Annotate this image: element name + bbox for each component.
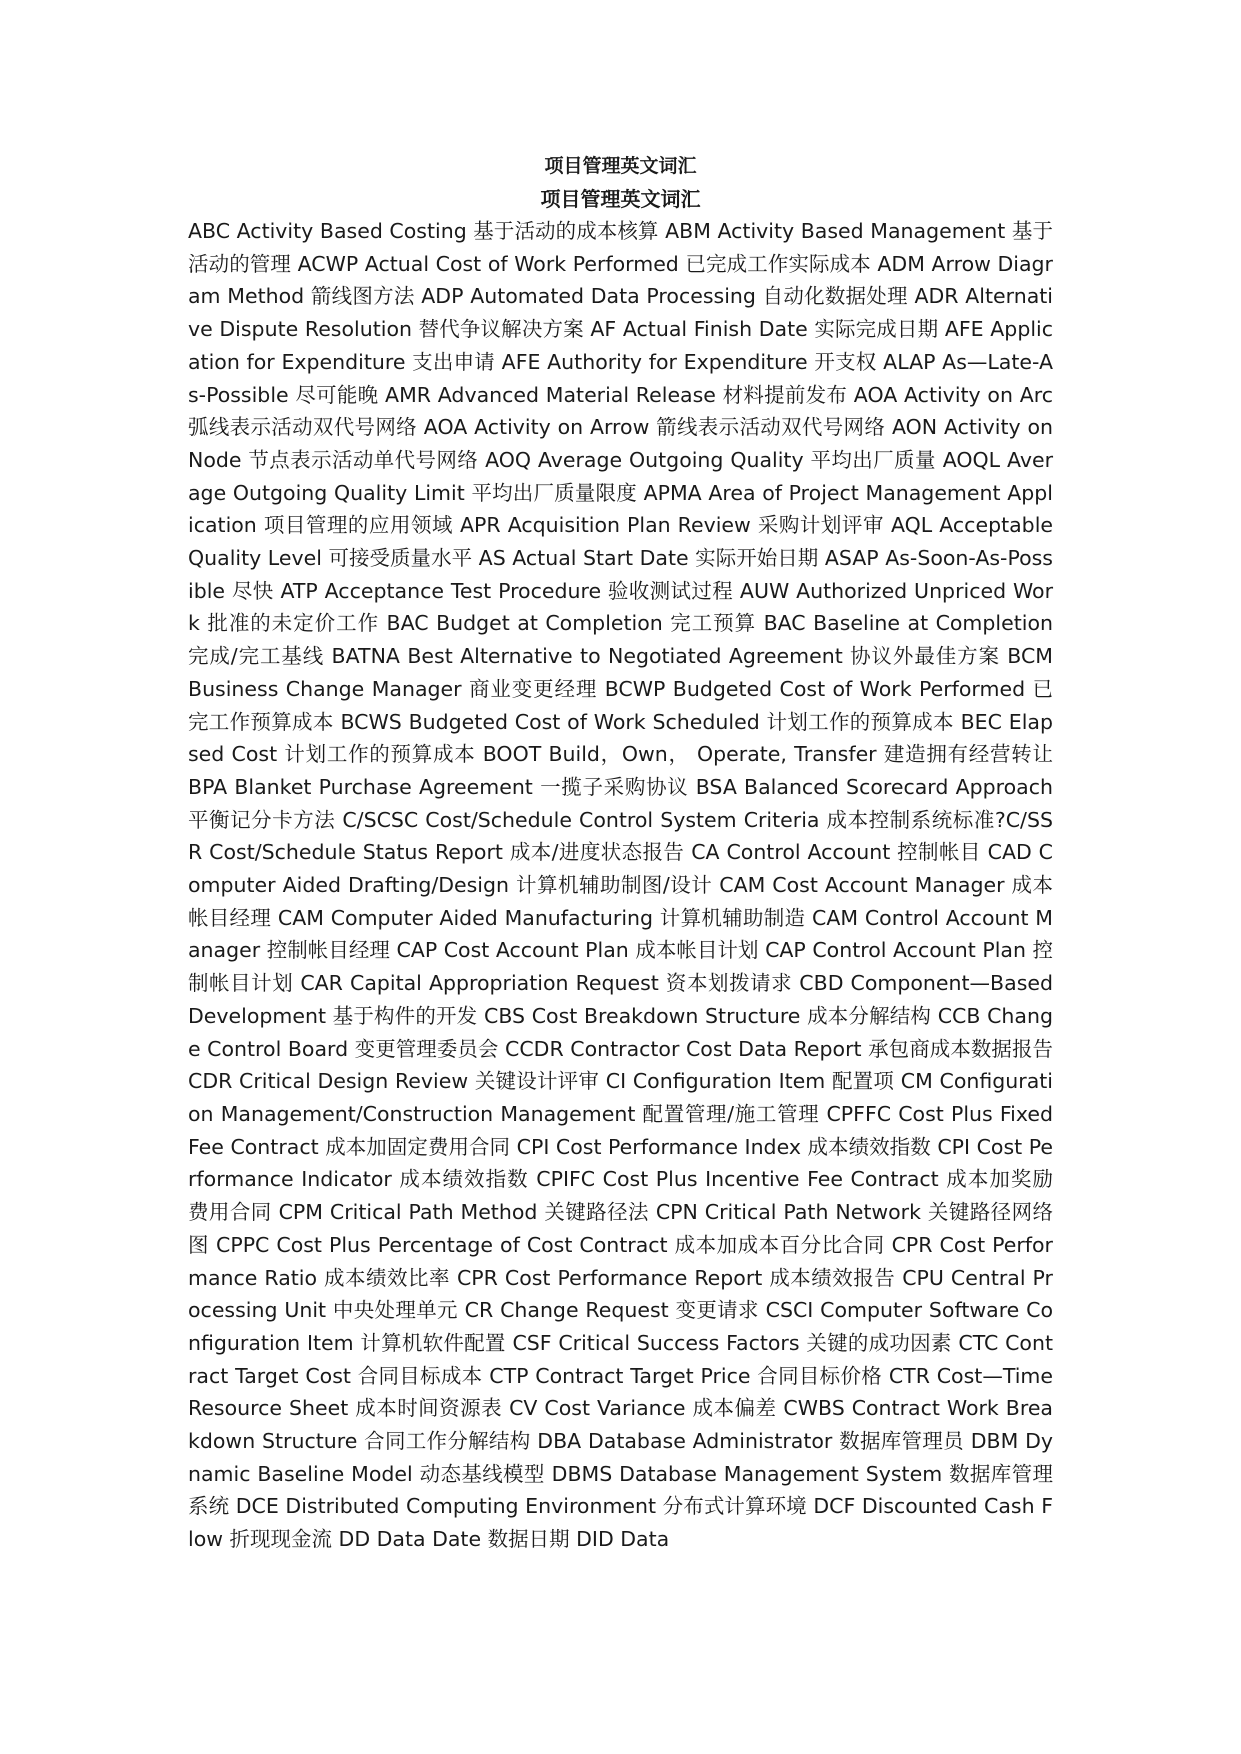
document-title-bold: 项目管理英文词汇 bbox=[544, 155, 697, 177]
document-title: 项目管理英文词汇 bbox=[540, 187, 701, 211]
glossary-body-text: ABC Activity Based Costing 基于活动的成本核算 ABM Activity Based Management 基于活动的管理 ACWP Actual Cost of Work Performed 已完成工作实际成本 ADM Arrow Diagram Method 箭线图方法 ADP Automated Data Processing 自动化数据处理 ADR Alternative Dispute Resolution 替代争议解决方案 AF Actual Finish Date 实际完成日期 AFE Application for Expenditure 支出申请 AFE Authority for Expenditure 开支权 ALAP As—Late-As-Possible 尽可能晚 AMR Advanced Material Release 材料提前发布 AOA Activity on Arc 弧线表示活动双代号网络 AOA Activity on Arrow 箭线表示活动双代号网络 AON Activity on Node 节点表示活动单代号网络 AOQ Average Outgoing Quality 平均出厂质量 AOQL Average Outgoing Quality Limit 平均出厂质量限度 APMA Area of Project Management Application 项目管理的应用领域 APR Acquisition Plan Review 采购计划评审 AQL Acceptable Quality Level 可接受质量水平 AS Actual Start Date 实际开始日期 ASAP As-Soon-As-Possible 尽快 ATP Acceptance Test Procedure 验收测试过程 AUW Authorized Unpriced Work 批准的未定价工作 BAC Budget at Completion 完工预算 BAC Baseline at Completion 完成/完工基线 BATNA Best Alternative to Negotiated Agreement 协议外最佳方案 BCM Business Change Manager 商业变更经理 BCWP Budgeted Cost of Work Performed 已完工作预算成本 BCWS Budgeted Cost of Work Scheduled 计划工作的预算成本 BEC Elapsed Cost 计划工作的预算成本 BOOT Build，Own， Operate, Transfer 建造拥有经营转让 BPA Blanket Purchase Agreement 一揽子采购协议 BSA Balanced Scorecard Approach 平衡记分卡方法 C/SCSC Cost/Schedule Control System Criteria 成本控制系统标准?C/SSR Cost/Schedule Status Report 成本/进度状态报告 CA Control Account 控制帐目 CAD Computer Aided Drafting/Design 计算机辅助制图/设计 CAM Cost Account Manager 成本帐目经理 CAM Computer Aided Manufacturing 计算机辅助制造 CAM Control Account Manager 控制帐目经理 CAP Cost Account Plan 成本帐目计划 CAP Control Account Plan 控制帐目计划 CAR Capital Appropriation Request 资本划拨请求 CBD Component—Based Development 基于构件的开发 CBS Cost Breakdown Structure 成本分解结构 CCB Change Control Board 变更管理委员会 CCDR Contractor Cost Data Report 承包商成本数据报告 CDR Critical Design Review 关键设计评审 CI Configuration Item 配置项 CM Configuration Management/Construction Management 配置管理/施工管理 CPFFC Cost Plus Fixed Fee Contract 成本加固定费用合同 CPI Cost Performance Index 成本绩效指数 CPI Cost Performance Indicator 成本绩效指数 CPIFC Cost Plus Incentive Fee Contract 成本加奖励费用合同 CPM Critical Path Method 关键路径法 CPN Critical Path Network 关键路径网络图 CPPC Cost Plus Percentage of Cost Contract 成本加成本百分比合同 CPR Cost Performance Ratio 成本绩效比率 CPR Cost Performance Report 成本绩效报告 CPU Central Processing Unit 中央处理单元 CR Change Request 变更请求 CSCI Computer Software Configuration Item 计算机软件配置 CSF Critical Success Factors 关键的成功因素 CTC Contract Target Cost 合同目标成本 CTP Contract Target Price 合同目标价格 CTR Cost—Time Resource Sheet 成本时间资源表 CV Cost Variance 成本偏差 CWBS Contract Work Breakdown Structure 合同工作分解结构 DBA Database Administrator 数据库管理员 DBM Dynamic Baseline Model 动态基线模型 DBMS Database Management System 数据库管理系统 DCE Distributed Computing Environment 分布式计算环境 DCF Discounted Cash Flow 折现现金流 DD Data Date 数据日期 DID Data bbox=[188, 219, 1053, 1552]
